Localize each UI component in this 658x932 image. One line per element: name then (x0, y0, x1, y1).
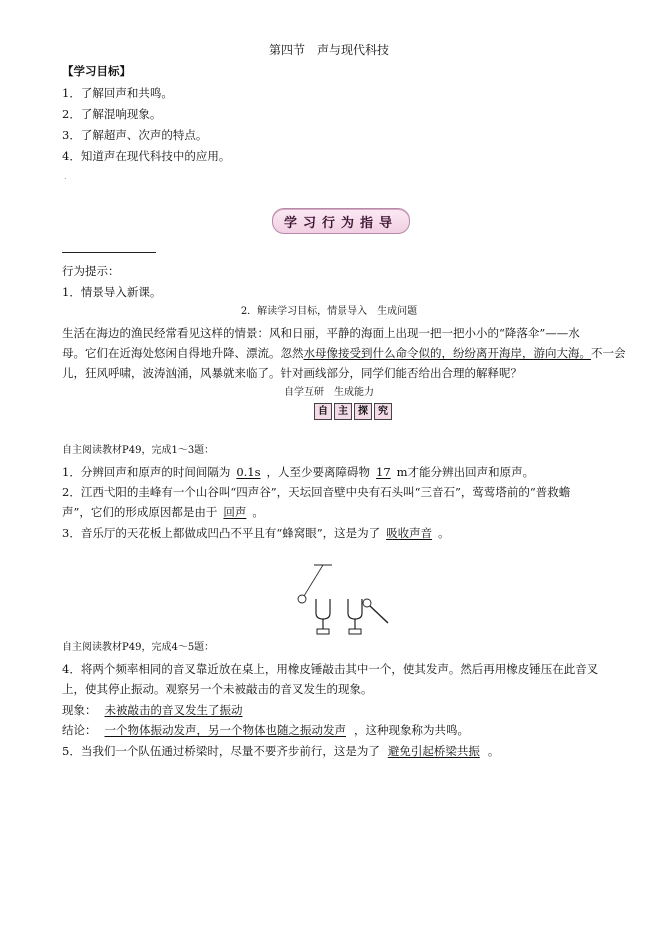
objectives-heading: 【学习目标】 (62, 64, 131, 78)
objective-text: 知道声在现代科技中的应用。 (80, 149, 231, 163)
objective-item-3 (62, 127, 207, 143)
pendulum-ball-left (298, 595, 306, 603)
reading-instruction-1: 自主阅读教材P49，完成1～3题： (62, 445, 215, 456)
answer-blank: 一个物体振动发声，另一个物体也随之振动发声 (104, 723, 346, 737)
divider-rule (62, 252, 156, 253)
objective-text: 了解超声、次声的特点。 (80, 128, 208, 142)
objective-item-4 (62, 148, 230, 164)
question-text: 。 (252, 505, 264, 519)
objective-num: 1． (62, 86, 81, 100)
question-text: 5．当我们一个队伍通过桥梁时，尽量不要齐步前行，这是为了 (62, 744, 380, 758)
intro-line-3: 儿，狂风呼啸，波涛汹涌，风暴就来临了。针对画线部分，同学们能否给出合理的解释呢？ (62, 366, 522, 380)
question-text: ，这种现象称为共鸣。 (354, 723, 469, 737)
intro-text: 不一会 (591, 346, 626, 360)
box-char: 主 (334, 403, 352, 420)
pendulum-ball-right (363, 599, 371, 607)
question-text: 。 (438, 526, 450, 540)
question-4-line-2: 上，使其停止振动。观察另一个未被敲击的音叉发生的现象。 (62, 682, 373, 696)
answer-blank: 0.1s (236, 465, 261, 479)
question-text: 声”，它们的形成原因都是由于 (62, 505, 218, 519)
tuning-fork-left (316, 599, 330, 634)
question-1 (62, 464, 534, 480)
reading-instruction-2: 自主阅读教材P49，完成4～5题： (62, 642, 215, 653)
objective-num: 4． (62, 149, 81, 163)
question-text: ，人至少要离障碍物 (266, 465, 371, 479)
box-char: 自 (314, 403, 332, 420)
question-text: 3．音乐厅的天花板上都做成凹凸不平且有“蜂窝眼”，这是为了 (62, 526, 381, 540)
tip-item-1: 1．情景导入新课。 (62, 285, 162, 299)
question-2-line-2 (62, 504, 264, 520)
pendulum-string-left (304, 565, 323, 596)
intro-underlined-text: 水母像接受到什么命令似的，纷纷离开海岸，游向大海。 (303, 346, 591, 360)
question-text: 。 (487, 744, 500, 758)
question-5 (62, 743, 499, 759)
stray-mark: . (64, 172, 67, 181)
question-text: 1．分辨回声和原声的时间间隔为 (62, 465, 231, 479)
question-4-line-1: 4．将两个频率相同的音叉靠近放在桌上，用橡皮锤敲击其中一个，使其发声。然后再用橡皮锤压在此音叉 (62, 662, 599, 676)
rubber-mallet-handle (370, 606, 388, 623)
intro-line-1: 生活在海边的渔民经常看见这样的情景：风和日丽，平静的海面上出现一把一把小小的“降落伞”——水 (62, 326, 580, 340)
answer-blank: 避免引起桥梁共振 (387, 744, 480, 758)
intro-line-2 (62, 345, 626, 361)
question-text: m才能分辨出回声和原声。 (396, 465, 535, 479)
objective-text: 了解回声和共鸣。 (80, 86, 173, 100)
answer-blank: 17 (376, 465, 391, 479)
answer-blank: 吸收声音 (386, 526, 433, 540)
box-char: 探 (354, 403, 372, 420)
box-char: 究 (374, 403, 392, 420)
self-study-boxes (314, 403, 392, 420)
tips-heading: 行为提示： (62, 264, 120, 278)
page-title: 第四节 声与现代科技 (268, 43, 389, 57)
objective-text: 了解混响现象。 (80, 107, 162, 121)
objective-item-1 (62, 85, 173, 101)
objective-num: 2． (62, 107, 81, 121)
objective-num: 3． (62, 128, 81, 142)
question-2-line-1: 2．江西弋阳的圭峰有一个山谷叫“四声谷”，天坛回音壁中央有石头叫“三音石”，莺莺塔前的“普救蟾 (62, 485, 571, 499)
question-3 (62, 525, 450, 541)
tuning-fork-right (348, 599, 362, 634)
question-4-phenomenon (62, 702, 251, 718)
question-4-conclusion (62, 722, 469, 738)
answer-blank: 回声 (223, 505, 247, 519)
tip-item-2: 2．解读学习目标，情景导入 生成问题 (240, 306, 418, 317)
tuning-fork-diagram (292, 563, 392, 639)
answer-blank: 未被敲击的音叉发生了振动 (104, 703, 243, 717)
field-label: 结论： (62, 723, 97, 737)
section-heading: 自学互研 生成能力 (284, 387, 374, 398)
intro-text: 母。它们在近海处悠闲自得地升降、漂流。忽然 (62, 346, 304, 360)
section-banner: 学习行为指导 (272, 208, 410, 234)
objective-item-2 (62, 106, 161, 122)
field-label: 现象： (62, 703, 97, 717)
